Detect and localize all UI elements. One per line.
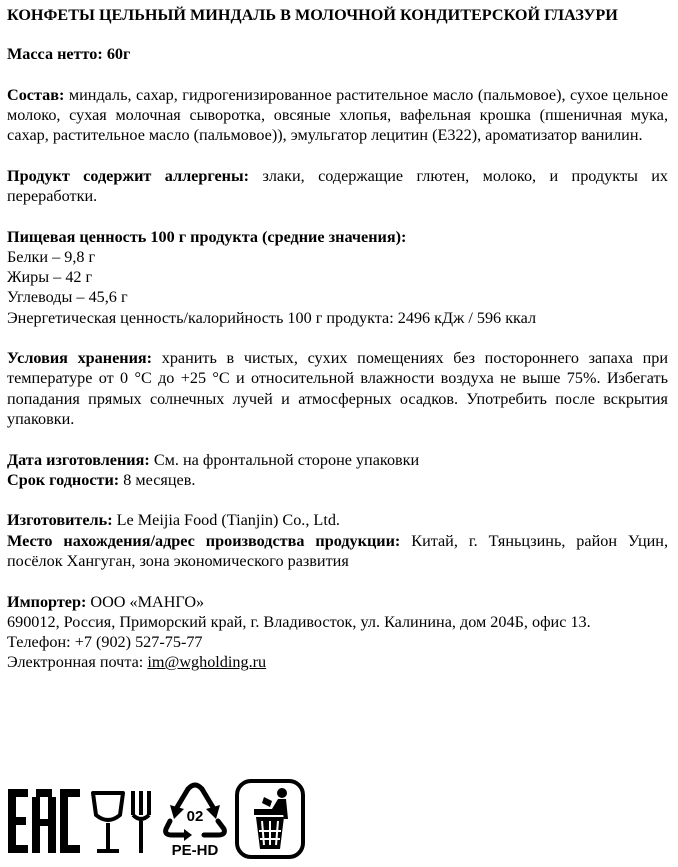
label-document [7, 5, 668, 693]
importer-address: 690012, Россия, Приморский край, г. Владивосток, ул. Калинина, дом 204Б, офис 13. [7, 612, 591, 631]
importer-email-label: Электронная почта: [7, 653, 144, 672]
shelf-life-label: Срок годности: [7, 470, 120, 489]
recycle-material: PE-HD [171, 842, 219, 859]
allergens-value: злаки, содержащие глютен, молоко, и продукты их переработки. [7, 166, 669, 206]
manufacturer-section [7, 510, 668, 571]
shelf-life-value: 8 месяцев. [123, 470, 196, 489]
production-address-value: Китай, г. Тяньцзинь, район Уцин, посёлок Хангуган, зона экономического развития [7, 531, 669, 570]
storage-value: хранить в чистых, сухих помещениях без постороннего запаха при температуре от 0 °C до +25 °C и относительной влажности воздуха не выше 75%. Избегать попадания прямых солнечных лучей и атмосферных осадков. Употребить после вскрытия упаковки. [7, 349, 668, 428]
net-weight-value: 60г [106, 45, 131, 63]
storage-section [7, 348, 668, 429]
net-weight-section [7, 44, 668, 64]
nutrition-label: Пищевая ценность 100 г продукта (средние значения): [7, 227, 407, 246]
allergens-label: Продукт содержит аллергены: [7, 166, 250, 185]
recycle-icon [162, 779, 228, 859]
net-weight-label: Масса нетто: [7, 45, 103, 63]
dates-section [7, 450, 668, 490]
production-address-label: Место нахождения/адрес производства продукции: [7, 531, 401, 550]
product-title: КОНФЕТЫ ЦЕЛЬНЫЙ МИНДАЛЬ В МОЛОЧНОЙ КОНДИТЕРСКОЙ ГЛАЗУРИ [7, 6, 618, 24]
allergens-section [7, 166, 668, 206]
glass-fork-icon [87, 779, 157, 859]
manufacturer-label: Изготовитель: [7, 511, 113, 530]
tidyman-icon [234, 779, 306, 859]
composition-section [7, 85, 668, 146]
nutrition-energy: Энергетическая ценность/калорийность 100 г продукта: 2496 кДж / 596 ккал [7, 308, 537, 327]
importer-label: Импортер: [7, 592, 87, 611]
importer-value: ООО «МАНГО» [90, 592, 205, 611]
composition-label: Состав: [7, 85, 65, 104]
importer-section [7, 592, 668, 673]
eac-mark-icon [7, 779, 87, 859]
storage-label: Условия хранения: [7, 349, 153, 368]
nutrition-section [7, 227, 668, 328]
composition-value: миндаль, сахар, гидрогенизированное растительное масло (пальмовое), сухое цельное молоко, сухая молочная сыворотка, овсяные хлопья, вафельная крошка (пшеничная мука, сахар, растительное масло (пальмовое)), эмульгатор лецитин (E322), ароматизатор ванилин. [7, 85, 669, 145]
recycle-code: 02 [186, 808, 204, 825]
manufacturer-value: Le Meijia Food (Tianjin) Co., Ltd. [116, 511, 340, 530]
nutrition-carbs: Углеводы – 45,6 г [7, 288, 128, 307]
nutrition-proteins: Белки – 9,8 г [7, 247, 96, 266]
importer-email-link[interactable]: im@wgholding.ru [147, 653, 267, 672]
importer-phone: Телефон: +7 (902) 527-75-77 [7, 632, 203, 651]
nutrition-fats: Жиры – 42 г [7, 268, 93, 287]
manufacture-date-value: См. на фронтальной стороне упаковки [153, 450, 420, 469]
manufacture-date-label: Дата изготовления: [7, 450, 150, 469]
